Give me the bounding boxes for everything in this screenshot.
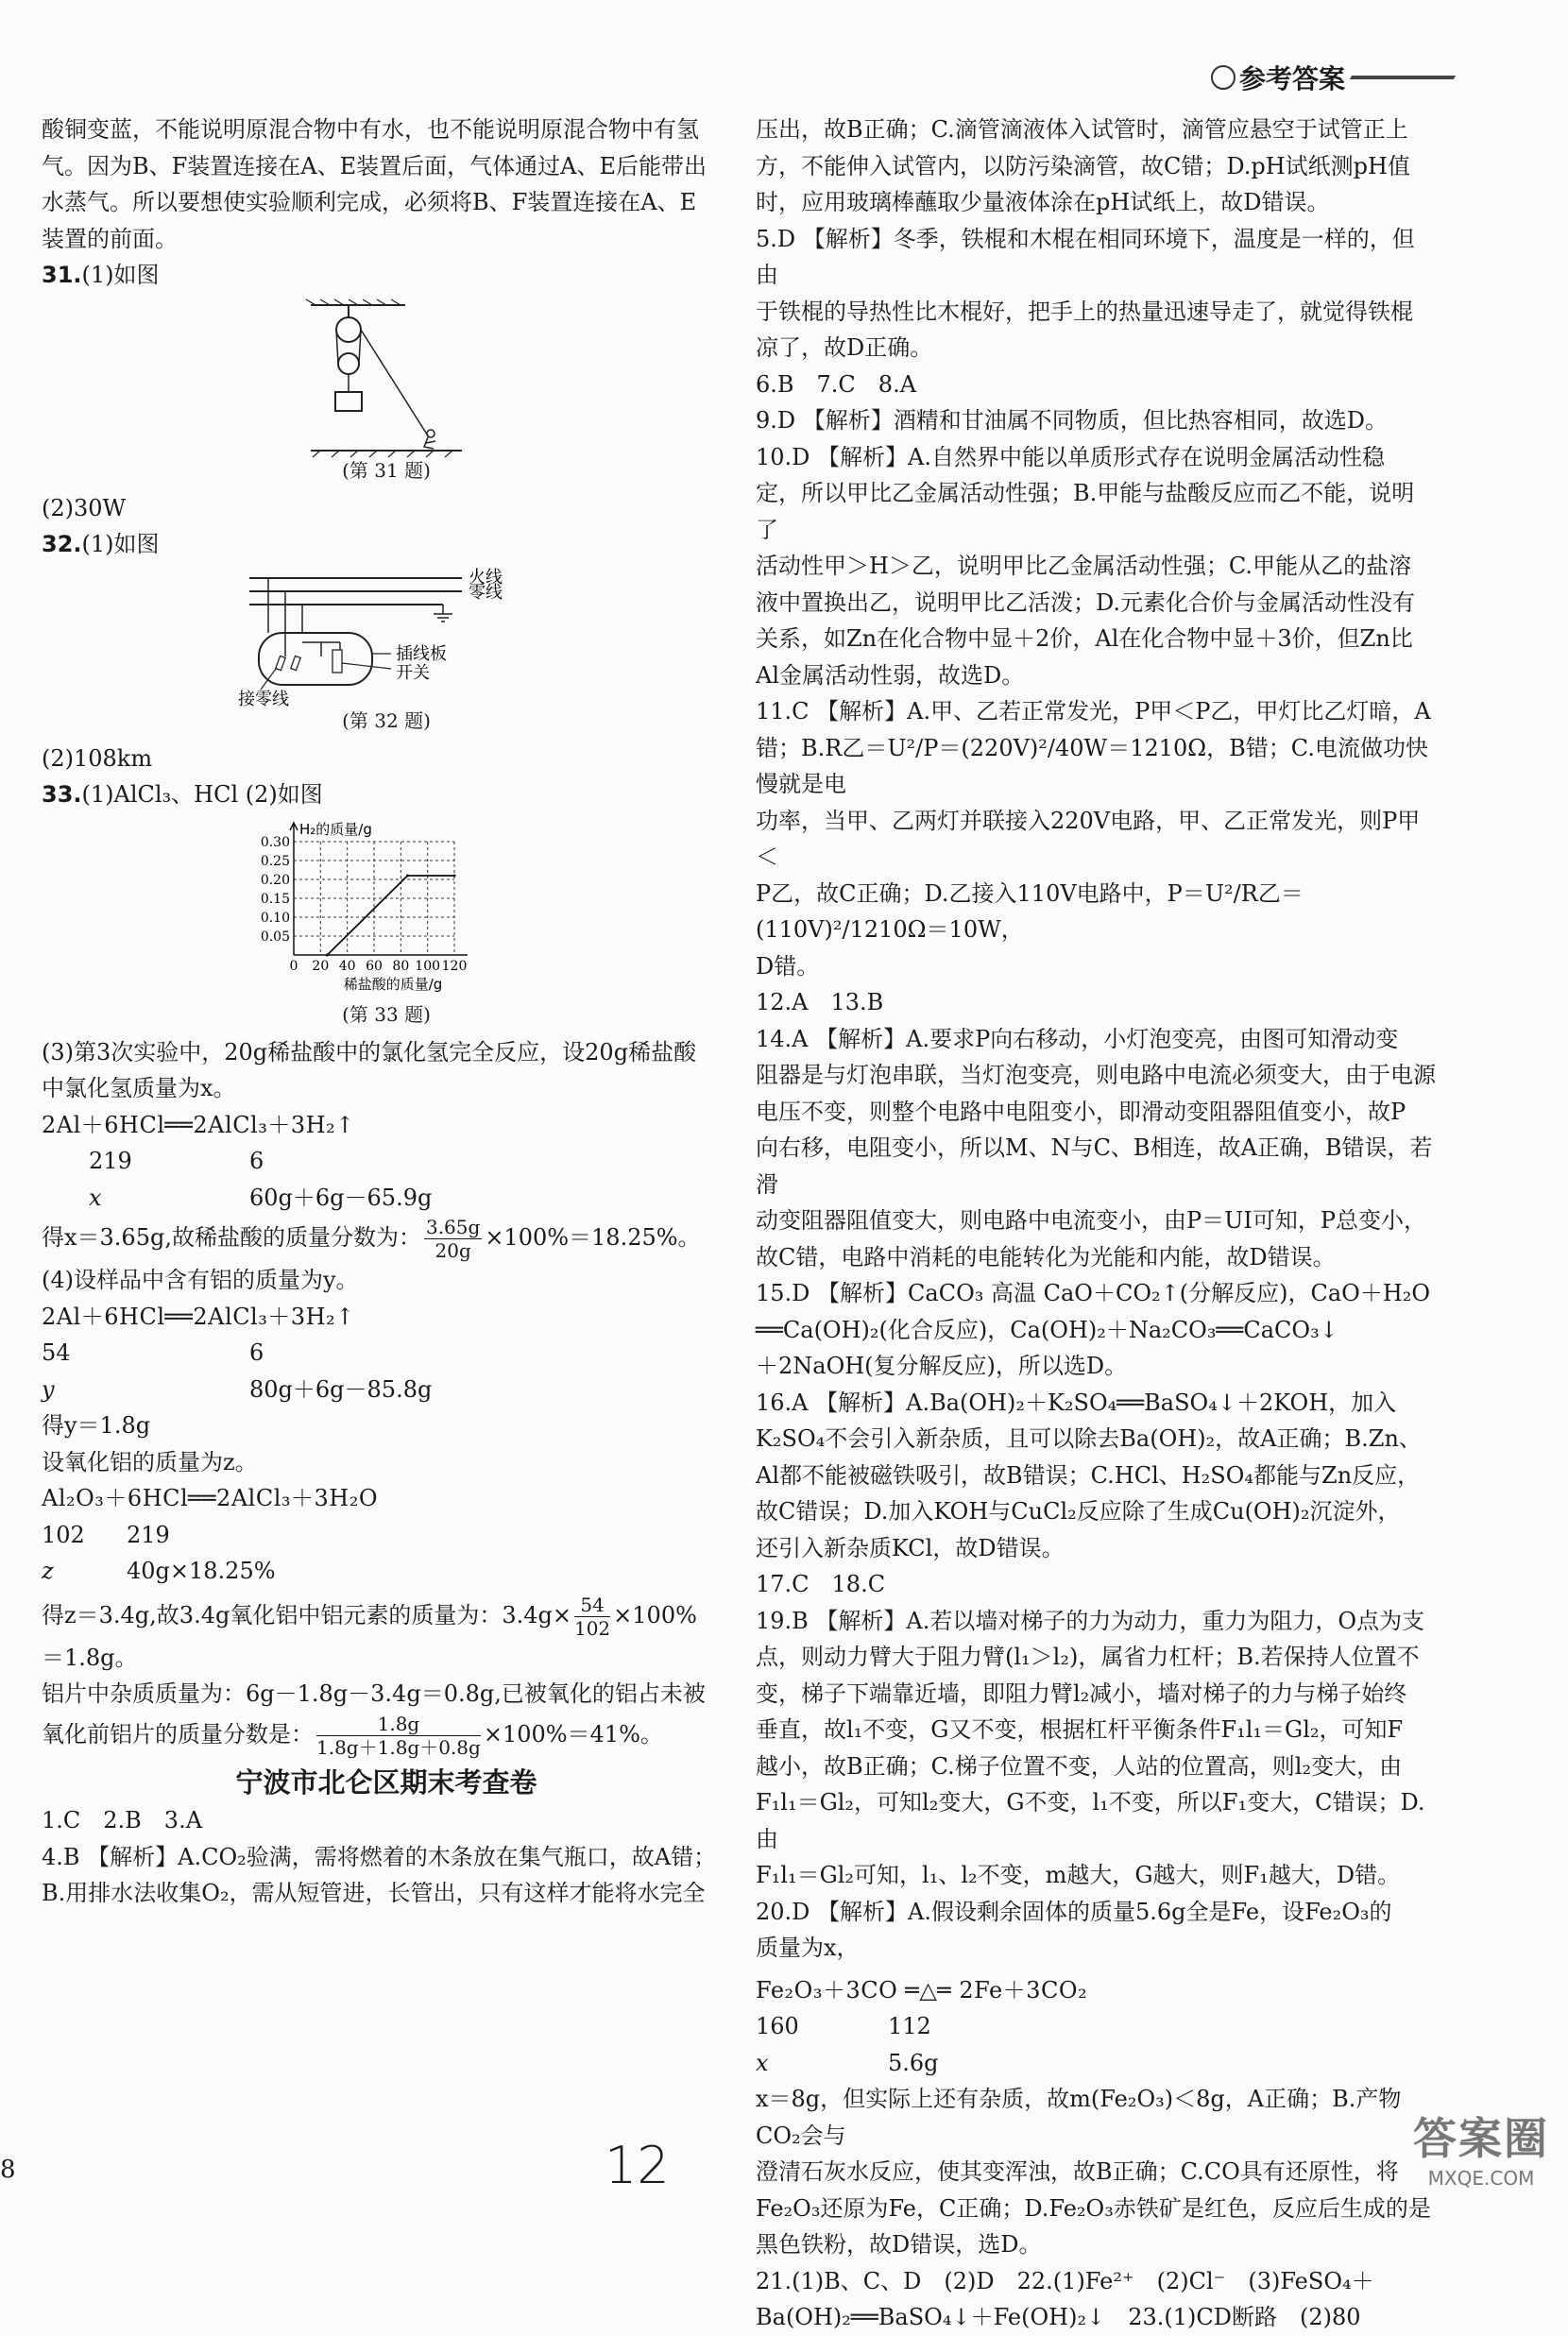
label-chaxianban: 插线板 (396, 643, 447, 664)
right-text-block-2 (756, 2081, 1436, 2336)
question-number: 31. (42, 262, 82, 288)
text-line: 活动性甲＞H＞乙，说明甲比乙金属活动性强；C.甲能从乙的盐溶 (756, 553, 1412, 579)
text-line: (4)设样品中含有铝的质量为y。 (42, 1267, 359, 1293)
answer-text: (1)如图 (81, 531, 160, 557)
text-line: B.用排水法收集O₂，需从短管进，长管出，只有这样才能将水完全 (42, 1880, 706, 1906)
equation-row (756, 2045, 1436, 2082)
y-tick-label: 0.20 (260, 872, 290, 888)
text-line: F₁l₁＝Gl₂可知，l₁、l₂不变，m越大，G越大，则F₁越大，D错。 (756, 1862, 1401, 1888)
text-line: 4.B 【解析】A.CO₂验满，需将燃着的木条放在集气瓶口，故A错； (42, 1843, 717, 1870)
text-line: 装置的前面。 (42, 225, 178, 252)
text-line: ＋2NaOH(复分解反应)，所以选D。 (756, 1353, 1128, 1379)
data-point (406, 874, 409, 877)
equation: Al₂O₃＋6HCl══2AlCl₃＋3H₂O (42, 1485, 378, 1511)
denominator: 102 (573, 1616, 611, 1640)
text-line: P乙，故C正确；D.乙接入110V电路中，P＝U²/R乙＝(110V)²/1210Ω＝10W， (756, 879, 1304, 943)
x-tick-label: 80 (392, 958, 410, 974)
text-line: 设氧化铝的质量为z。 (42, 1448, 258, 1475)
header-title: 参考答案 (1238, 63, 1345, 94)
text-line: 变，梯子下端靠近墙，即阻力臂l₂减小，墙对梯子的力与梯子始终 (756, 1680, 1407, 1707)
text-line: F₁l₁＝Gl₂，可知l₂变大，G不变，l₁不变，所以F₁变大，C错误；D.由 (756, 1789, 1425, 1852)
text-line: 定，所以甲比乙金属活动性强；B.甲能与盐酸反应而乙不能，说明了 (756, 480, 1415, 543)
answer-text: (2)30W (42, 494, 127, 521)
section-title: 宁波市北仑区期末考查卷 (235, 1765, 537, 1799)
denominator: 1.8g＋1.8g＋0.8g (316, 1735, 481, 1759)
equation-value: 102 (42, 1521, 85, 1548)
label-lingxian: 零线 (469, 582, 503, 603)
text-line: 15.D 【解析】CaCO₃ 高温 CaO＋CO₂↑(分解反应)，CaO＋H₂O (756, 1280, 1431, 1306)
equation-value: 6 (249, 1339, 264, 1366)
figure-caption: (第 33 题) (342, 1002, 431, 1026)
equation-value: 54 (42, 1339, 71, 1366)
x-tick-label: 120 (441, 958, 468, 974)
text-line: 垂直，故l₁不变，G又不变，根据杠杆平衡条件F₁l₁＝Gl₂，可知F (756, 1716, 1404, 1743)
fraction (316, 1713, 481, 1759)
text-line: 中氯化氢质量为x。 (42, 1075, 236, 1101)
fraction (424, 1216, 482, 1262)
result-text: ×100%＝18.25%。 (485, 1224, 701, 1251)
result-line (42, 1216, 731, 1262)
text-line: 14.A 【解析】A.要求P向右移动，小灯泡变亮，由图可知滑动变 (756, 1025, 1399, 1052)
q33-part1 (42, 776, 731, 813)
text-line: 10.D 【解析】A.自然界中能以单质形式存在说明金属活动性稳 (756, 443, 1385, 470)
q31-part1 (42, 257, 731, 294)
equation-value: x (756, 2049, 769, 2076)
result-text: ×100% (613, 1601, 697, 1628)
watermark (1413, 2105, 1549, 2190)
text-line: 动变阻器阻值变大，则电路中电流变小，由P＝UI可知，P总变小， (756, 1207, 1427, 1234)
handwritten-mark: 12 (605, 2136, 670, 2195)
text-line: 21.(1)B、C、D (2)D 22.(1)Fe²⁺ (2)Cl⁻ (3)FeSO₄＋ (756, 2267, 1374, 2294)
figure-caption: (第 31 题) (342, 458, 431, 482)
text-line: 错；B.R乙＝U²/P＝(220V)²/40W＝1210Ω，B错；C.电流做功快慢就是电 (756, 734, 1428, 797)
equation-value: 5.6g (888, 2049, 939, 2076)
text-line: 阻器是与灯泡串联，当灯泡变亮，则电路中电流必须变大，由于电源 (756, 1062, 1436, 1088)
equation-value: 60g＋6g－65.9g (249, 1184, 433, 1211)
equation-row (756, 2008, 1436, 2045)
text-line: 越小，故B正确；C.梯子位置不变，人站的位置高，则l₂变大，由 (756, 1752, 1403, 1780)
text-line: 20.D 【解析】A.假设剩余固体的质量5.6g全是Fe，设Fe₂O₃的 (756, 1898, 1392, 1925)
result-text: 氧化前铝片的质量分数是： (42, 1720, 314, 1748)
text-line: 水蒸气。所以要想使实验顺利完成，必须将B、F装置连接在A、E (42, 189, 697, 215)
watermark-logo: 答案圈 (1413, 2113, 1549, 2164)
y-tick-label: 0.10 (260, 910, 290, 926)
text-line: Fe₂O₃还原为Fe，C正确；D.Fe₂O₃赤铁矿是红色，反应后生成的是 (756, 2194, 1431, 2222)
x-tick-label: 60 (366, 958, 383, 974)
equation-value: 219 (89, 1148, 132, 1174)
equation-row (42, 1180, 731, 1217)
label-huoxian: 火线 (469, 567, 503, 588)
equation-row (42, 1553, 731, 1590)
text-line: 故C错，电路中消耗的电能转化为光能和内能，故D错误。 (756, 1243, 1336, 1270)
equation-row (42, 1143, 731, 1180)
text-line: 9.D 【解析】酒精和甘油属不同物质，但比热容相同，故选D。 (756, 407, 1389, 434)
text-line: 11.C 【解析】A.甲、乙若正常发光，P甲＜P乙，甲灯比乙灯暗，A (756, 698, 1431, 725)
y-tick-label: 0.15 (260, 891, 290, 907)
chart-figure (42, 817, 731, 1027)
text-line: 电压不变，则整个电路中电阻变小，即滑动变阻器阻值变小，故P (756, 1098, 1406, 1125)
equation-row (42, 1335, 731, 1372)
text-line: 6.B 7.C 8.A (756, 370, 917, 398)
text-line: 于铁棍的导热性比木棍好，把手上的热量迅速导走了，就觉得铁棍 (756, 298, 1413, 325)
circuit-figure (42, 567, 731, 733)
text-line: 质量为x， (756, 1935, 860, 1961)
text-line: 19.B 【解析】A.若以墙对梯子的力为动力，重力为阻力，O点为支 (756, 1607, 1425, 1634)
numerator: 54 (574, 1594, 610, 1617)
equation: 2Al＋6HCl══2AlCl₃＋3H₂↑ (42, 1111, 355, 1138)
label-kaiguan: 开关 (396, 662, 430, 683)
text-line: 铝片中杂质质量为：6g－1.8g－3.4g＝0.8g,已被氧化的铝占未被 (42, 1680, 706, 1707)
pulley-diagram (301, 298, 471, 458)
page-number: 8 (0, 2156, 16, 2184)
q32-part1 (42, 526, 731, 563)
text-line: 液中置换出乙，说明甲比乙活泼；D.元素化合价与金属活动性没有 (756, 588, 1416, 616)
x-axis-label: 稀盐酸的质量/g (343, 975, 443, 993)
h2-mass-chart (245, 817, 528, 1002)
text-line: 时，应用玻璃棒蘸取少量液体涂在pH试纸上，故D错误。 (756, 189, 1330, 215)
text-line: x＝8g，但实际上还有杂质，故m(Fe₂O₃)＜8g，A正确；B.产物CO₂会与 (756, 2086, 1402, 2149)
equation-value: 6 (249, 1148, 264, 1174)
watermark-url: MXQE.COM (1427, 2167, 1535, 2190)
equation-value: 219 (127, 1521, 170, 1548)
equation-value: y (42, 1375, 55, 1403)
right-text-block (756, 111, 1436, 1967)
y-tick-label: 0.30 (260, 834, 290, 850)
numerator: 1.8g (316, 1713, 481, 1736)
text-line: 得y＝1.8g (42, 1412, 151, 1439)
result-text: 得z＝3.4g,故3.4g氧化铝中铝元素的质量为：3.4g× (42, 1601, 571, 1628)
figure-caption: (第 32 题) (342, 708, 431, 732)
text-line: 向右移，电阻变小，所以M、N与C、B相连，故A正确，B错误，若滑 (756, 1134, 1433, 1198)
question-number: 32. (42, 531, 82, 557)
text-line: K₂SO₄不会引入新杂质，且可以除去Ba(OH)₂，故A正确；B.Zn、 (756, 1425, 1422, 1452)
numerator: 3.65g (425, 1216, 481, 1238)
result-line (42, 1594, 731, 1640)
result-line (42, 1713, 731, 1759)
label-jielingxian: 接零线 (238, 689, 289, 708)
data-point (453, 874, 456, 877)
fraction (574, 1594, 610, 1640)
equation-value: 160 (756, 2013, 799, 2039)
text-line: 12.A 13.B (756, 989, 884, 1015)
equation-row (42, 1517, 731, 1554)
text-line: 故C错误；D.加入KOH与CuCl₂反应除了生成Cu(OH)₂沉淀外， (756, 1498, 1401, 1525)
text-line: 17.C 18.C (756, 1571, 886, 1597)
text-line: 酸铜变蓝，不能说明原混合物中有水，也不能说明原混合物中有氢 (42, 116, 699, 143)
text-line: Ba(OH)₂══BaSO₄↓＋Fe(OH)₂↓ 23.(1)CD断路 (2)80 (756, 2304, 1361, 2330)
text-line: 16.A 【解析】A.Ba(OH)₂＋K₂SO₄══BaSO₄↓＋2KOH，加入 (756, 1389, 1397, 1416)
equation-value: 40g×18.25% (127, 1558, 276, 1584)
result-text: ×100%＝41%。 (483, 1720, 663, 1748)
data-point (326, 953, 329, 956)
text-line: (3)第3次实验中，20g稀盐酸中的氯化氢完全反应，设20g稀盐酸 (42, 1038, 697, 1066)
text-line: 黑色铁粉，故D错误，选D。 (756, 2231, 1042, 2258)
text-line: 点，则动力臂大于阻力臂(l₁＞l₂)，属省力杠杆；B.若保持人位置不 (756, 1644, 1420, 1670)
text-line: Al都不能被磁铁吸引，故B错误；C.HCl、H₂SO₄都能与Zn反应， (756, 1461, 1421, 1489)
result-text: 得x＝3.65g,故稀盐酸的质量分数为： (42, 1224, 421, 1251)
text-line: 气。因为B、F装置连接在A、E装置后面，气体通过A、E后能带出 (42, 152, 707, 179)
answer-text: (2)108km (42, 744, 153, 772)
equation-value: 112 (888, 2013, 931, 2039)
text-line: 压出，故B正确；C.滴管滴液体入试管时，滴管应悬空于试管正上 (756, 116, 1408, 143)
text-line: ＝1.8g。 (42, 1644, 138, 1671)
x-tick-label: 20 (312, 958, 330, 974)
equation: Fe₂O₃＋3CO ═△═ 2Fe＋3CO₂ (756, 1976, 1088, 2004)
text-line: ══Ca(OH)₂(化合反应)，Ca(OH)₂＋Na₂CO₃══CaCO₃↓ (756, 1316, 1338, 1343)
y-tick-label: 0.25 (260, 853, 290, 869)
x-tick-label: 40 (338, 958, 356, 974)
equation-value: x (89, 1184, 102, 1211)
text-line: 关系，如Zn在化合物中显＋2价，Al在化合物中显＋3价，但Zn比 (756, 625, 1413, 652)
equation-value: z (42, 1558, 54, 1584)
y-tick-label: 0.05 (260, 929, 290, 945)
answer-text: (1)如图 (81, 262, 160, 288)
pulley-figure (42, 298, 731, 483)
text-line: 1.C 2.B 3.A (42, 1807, 203, 1833)
series-line (327, 876, 454, 955)
text-line: 5.D 【解析】冬季，铁棍和木棍在相同环境下，温度是一样的，但由 (756, 225, 1415, 288)
text-line: 方，不能伸入试管内，以防污染滴管，故C错；D.pH试纸测pH值 (756, 152, 1410, 179)
equation-value: 80g＋6g－85.8g (249, 1375, 433, 1403)
answer-header (1211, 59, 1455, 96)
text-line: 澄清石灰水反应，使其变浑浊，故B正确；C.CO具有还原性，将 (756, 2158, 1399, 2185)
text-line: 功率，当甲、乙两灯并联接入220V电路，甲、乙正常发光，则P甲＜ (756, 807, 1421, 870)
equation: 2Al＋6HCl══2AlCl₃＋3H₂↑ (42, 1303, 355, 1330)
equation-row (42, 1372, 731, 1408)
text-line: D错。 (756, 952, 820, 980)
circle-icon (1211, 65, 1236, 90)
text-line: 凉了，故D正确。 (756, 334, 933, 361)
y-axis-label: H₂的质量/g (299, 820, 372, 838)
text-line: 还引入新杂质KCl，故D错误。 (756, 1534, 1065, 1561)
wiring-diagram (230, 567, 542, 708)
right-column (756, 111, 1436, 2336)
denominator: 20g (435, 1239, 471, 1262)
swoosh-decoration (1350, 76, 1456, 79)
x-tick-label: 100 (415, 958, 441, 974)
question-number: 33. (42, 781, 82, 808)
answer-text: (1)AlCl₃、HCl (2)如图 (81, 781, 323, 808)
text-line: Al金属活动性弱，故选D。 (756, 661, 1025, 689)
x-tick-label: 0 (289, 958, 298, 974)
left-column (42, 111, 731, 1912)
